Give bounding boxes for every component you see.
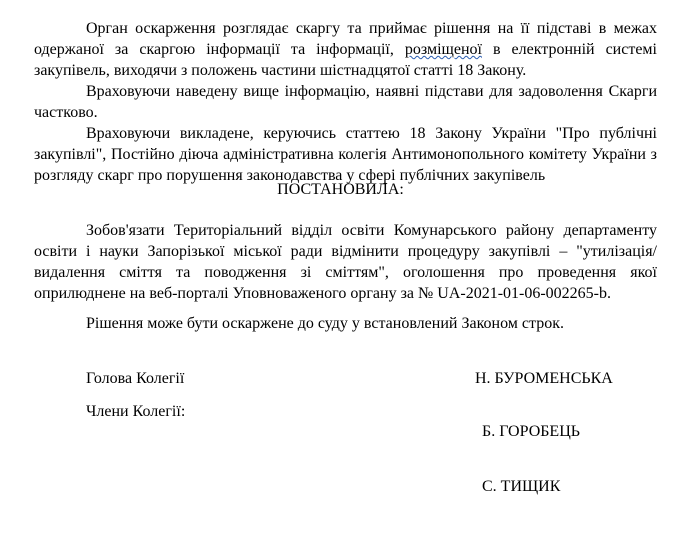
paragraph-obligation: Зобов'язати Територіальний відділ освіти Комунарського району департаменту освіти і науки Запорізької міської ради відмінити процедуру закупівлі – "утилізація/видалення сміття та поводження зі сміттям", оголошення про проведення якої оприлюднене на веб-порталі Уповноваженого органу за № UA-2021-01-06-002265-b. [34,222,657,302]
paragraph-considering: Враховуючи викладене, керуючись статтею 18 Закону України "Про публічні закупівлі", Постійно діюча адміністративна колегія Антимонопольного комітету України з розгляду скарг про порушення законодавства у сфері публічних закупівель [34,125,657,184]
member-name-1: Б. ГОРОБЕЦЬ [482,423,580,440]
paragraph-complaint-review [34,18,657,81]
highlighted-word: розміщеної [404,41,482,58]
paragraph-complaint-review-part2: в електронній системі закупівель, виходячи з положень частини шістнадцятої статті 18 Закону. [34,41,657,79]
member-name-2: С. ТИЩИК [482,478,561,495]
head-name: Н. БУРОМЕНСЬКА [475,370,613,387]
paragraph-grounds: Враховуючи наведену вище інформацію, наявні підстави для задоволення Скарги частково. [34,83,657,121]
members-title: Члени Колегії: [86,403,186,420]
head-title: Голова Колегії [86,370,185,387]
paragraph-appeal: Рішення може бути оскаржене до суду у встановлений Законом строк. [86,315,564,332]
paragraph-complaint-review-part1: Орган оскарження розглядає скаргу та приймає рішення на її підставі в межах одержаної за скаргою інформації та інформації, [34,20,657,58]
decision-heading: ПОСТАНОВИЛА: [277,181,404,198]
